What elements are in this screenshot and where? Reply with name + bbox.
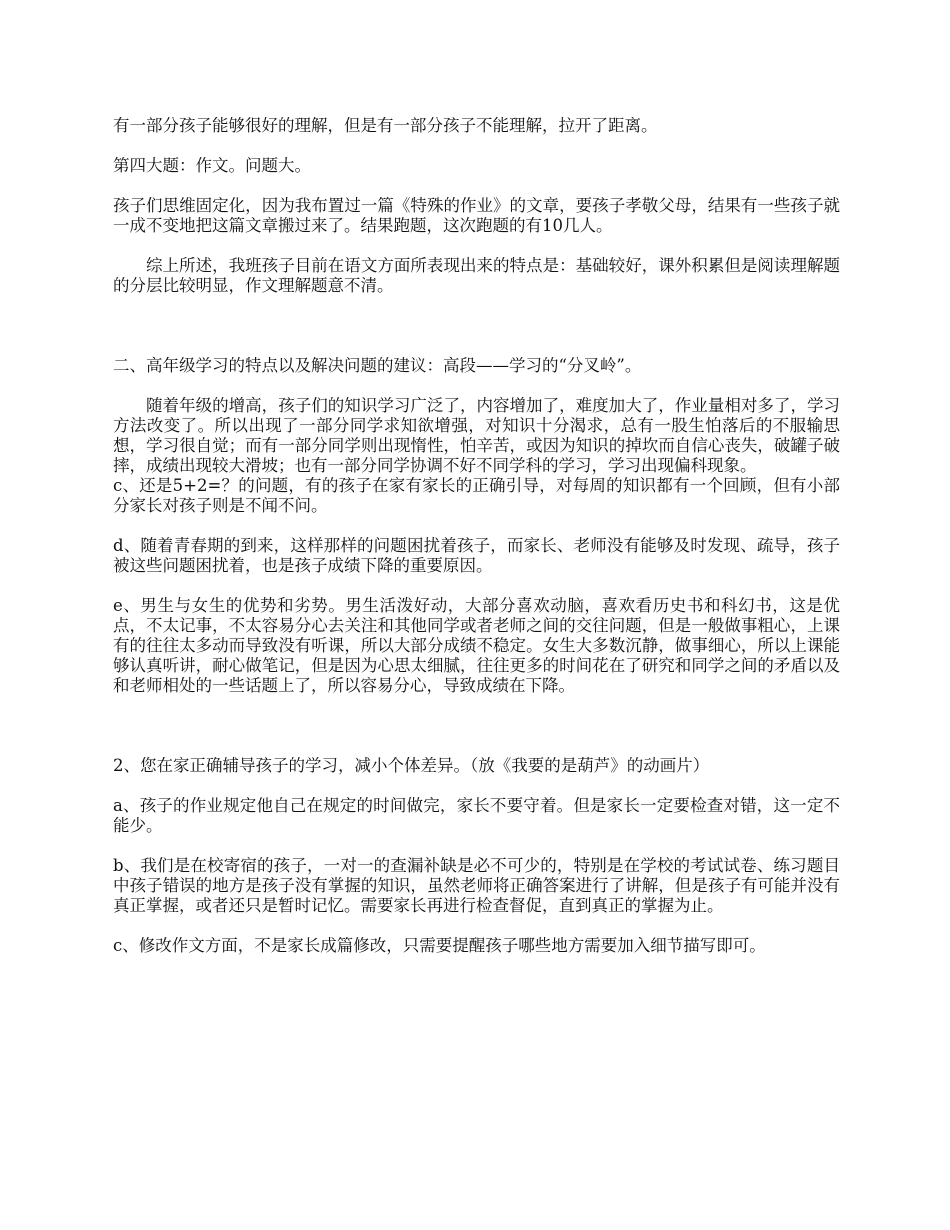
paragraph-essay-issue: 孩子们思维固定化，因为我布置过一篇《特殊的作业》的文章，要孩子孝敬父母，结果有一些孩子就一成不变地把这篇文章搬过来了。结果跑题，这次跑题的有10几人。 — [113, 196, 840, 235]
paragraph-item-c: c、还是5+2=？的问题，有的孩子在家有家长的正确引导，对每周的知识都有一个回顾，但有小部分家长对孩子则是不闻不问。 — [113, 476, 840, 515]
paragraph-item-e: e、男生与女生的优势和劣势。男生活泼好动，大部分喜欢动脑，喜欢看历史书和科幻书，这是优点，不太记事，不太容易分心去关注和其他同学或者老师之间的交往问题，但是一般做事粗心，上课有的往往太多动而导致没有听课，所以大部分成绩不稳定。女生大多数沉静，做事细心，所以上课能够认真听讲，耐心做笔记，但是因为心思太细腻，往往更多的时间花在了研究和同学之间的矛盾以及和老师相处的一些话题上了，所以容易分心，导致成绩在下降。 — [113, 596, 840, 695]
document-body — [113, 116, 840, 956]
paragraph-reading-gap: 有一部分孩子能够很好的理解，但是有一部分孩子不能理解，拉开了距离。 — [113, 116, 658, 135]
section-heading-home-guidance: 2、您在家正确辅导孩子的学习，减小个体差异。（放《我要的是葫芦》的动画片） — [113, 756, 710, 775]
paragraph-advice-b: b、我们是在校寄宿的孩子，一对一的查漏补缺是必不可少的，特别是在学校的考试试卷、练习题目中孩子错误的地方是孩子没有掌握的知识，虽然老师将正确答案进行了讲解，但是孩子有可能并没有真正掌握，或者还只是暂时记忆。需要家长再进行检查督促，直到真正的掌握为止。 — [113, 856, 840, 915]
paragraph-question-four: 第四大题：作文。问题大。 — [113, 156, 311, 175]
paragraph-summary: 综上所述，我班孩子目前在语文方面所表现出来的特点是：基础较好，课外积累但是阅读理解题的分层比较明显，作文理解题意不清。 — [113, 256, 840, 295]
paragraph-advice-c: c、修改作文方面，不是家长成篇修改，只需要提醒孩子哪些地方需要加入细节描写即可。 — [113, 936, 766, 955]
paragraph-grade-features: 随着年级的增高，孩子们的知识学习广泛了，内容增加了，难度加大了，作业量相对多了，学习方法改变了。所以出现了一部分同学求知欲增强，对知识十分渴求，总有一股生怕落后的不服输思想，学习很自觉；而有一部分同学则出现惰性，怕辛苦，或因为知识的掉坎而自信心丧失，破罐子破摔，成绩出现较大滑坡；也有一部分同学协调不好不同学科的学习，学习出现偏科现象。 — [113, 396, 840, 475]
section-heading-two: 二、高年级学习的特点以及解决问题的建议：高段——学习的“分叉岭”。 — [113, 356, 642, 375]
paragraph-item-d: d、随着青春期的到来，这样那样的问题困扰着孩子，而家长、老师没有能够及时发现、疏导，孩子被这些问题困扰着，也是孩子成绩下降的重要原因。 — [113, 536, 840, 575]
paragraph-advice-a: a、孩子的作业规定他自己在规定的时间做完，家长不要守着。但是家长一定要检查对错，这一定不能少。 — [113, 796, 840, 835]
